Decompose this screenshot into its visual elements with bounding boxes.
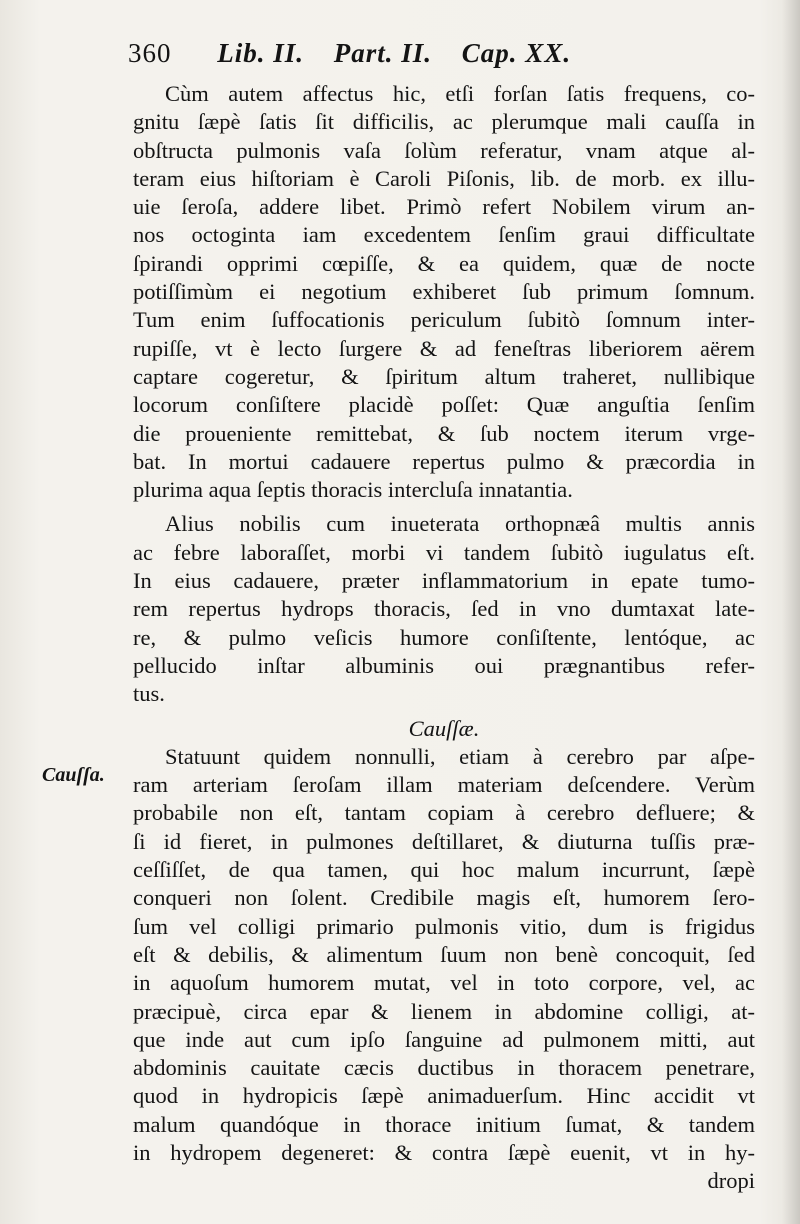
text-line: rem repertus hydrops thoracis, ſed in vno dumtaxat late- bbox=[133, 596, 755, 622]
text-line: gnitu ſæpè ſatis ſit difficilis, ac plerumque mali cauſſa in bbox=[133, 109, 755, 135]
page-number: 360 bbox=[128, 38, 172, 68]
text-line: Tum enim ſuffocationis periculum ſubitò ſomnum inter- bbox=[133, 307, 755, 333]
text-line: plurima aqua ſeptis thoracis intercluſa innatantia. bbox=[133, 477, 573, 503]
text-line: in aquoſum humorem mutat, vel in toto corpore, vel, ac bbox=[133, 970, 755, 996]
catchword: dropi bbox=[707, 1168, 755, 1194]
text-line: ſpirandi opprimi cœpiſſe, & ea quidem, quæ de nocte bbox=[133, 250, 755, 276]
text-line: obſtructa pulmonis vaſa ſolùm referatur, vnam atque al- bbox=[133, 137, 755, 163]
page-body bbox=[133, 80, 755, 1196]
text-line: die proueniente remittebat, & ſub noctem iterum vrge- bbox=[133, 420, 755, 446]
text-line: ram arteriam ſeroſam illam materiam deſcendere. Verùm bbox=[133, 772, 755, 798]
text-line: tus. bbox=[133, 681, 165, 707]
text-line: in hydropem degeneret: & contra ſæpè euenit, vt in hy- bbox=[133, 1139, 755, 1165]
text-line: probabile non eſt, tantam copiam à cerebro defluere; & bbox=[133, 800, 755, 826]
chapter-label: Cap. XX. bbox=[461, 38, 572, 68]
text-line: præcipuè, circa epar & lienem in abdomine colligi, at- bbox=[133, 998, 755, 1024]
text-line: malum quandóque in thorace initium ſumat, & tandem bbox=[133, 1111, 755, 1137]
text-line: re, & pulmo veſicis humore conſiſtente, lentóque, ac bbox=[133, 624, 755, 650]
text-line: ſi id fieret, in pulmones deſtillaret, & diuturna tuſſis præ- bbox=[133, 828, 755, 854]
text-line: ac febre laboraſſet, morbi vi tandem ſubitò iugulatus eſt. bbox=[133, 539, 755, 565]
text-line: potiſſimùm ei negotium exhiberet ſub primum ſomnum. bbox=[133, 279, 755, 305]
text-line: ceſſiſſet, de qua tamen, qui hoc malum incurrunt, ſæpè bbox=[133, 857, 755, 883]
text-line: Statuunt quidem nonnulli, etiam à cerebro par aſpe- bbox=[165, 743, 755, 769]
text-line: teram eius hiſtoriam è Caroli Piſonis, lib. de morb. ex illu- bbox=[133, 165, 755, 191]
text-line: pellucido inſtar albuminis oui prægnantibus refer- bbox=[133, 652, 755, 678]
paragraph-1 bbox=[133, 80, 755, 504]
text-line: abdominis cauitate cæcis ductibus in thoracem penetrare, bbox=[133, 1055, 755, 1081]
paragraph-3 bbox=[133, 743, 755, 1167]
text-line: captare cogeretur, & ſpiritum altum traheret, nullibique bbox=[133, 363, 755, 389]
text-line: Cùm autem affectus hic, etſi forſan ſatis frequens, co- bbox=[165, 81, 755, 106]
running-header bbox=[128, 38, 668, 69]
text-line: eſt & debilis, & alimentum ſuum non benè concoquit, ſed bbox=[133, 941, 755, 967]
text-line: que inde aut cum ipſo ſanguine ad pulmonem mitti, aut bbox=[133, 1026, 755, 1052]
text-line: quod in hydropicis ſæpè animaduerſum. Hinc accidit vt bbox=[133, 1083, 755, 1109]
text-line: bat. In mortui cadauere repertus pulmo & præcordia in bbox=[133, 448, 755, 474]
text-line: rupiſſe, vt è lecto ſurgere & ad feneſtras liberiorem aërem bbox=[133, 335, 755, 361]
text-line: uie ſeroſa, addere libet. Primò refert Nobilem virum an- bbox=[133, 194, 755, 220]
text-line: ſum vel colligi primario pulmonis vitio, dum is frigidus bbox=[133, 913, 755, 939]
paragraph-2 bbox=[133, 510, 755, 708]
text-line: locorum conſiſtere placidè poſſet: Quæ anguſtia ſenſim bbox=[133, 392, 755, 418]
book-label: Lib. II. bbox=[217, 38, 305, 68]
part-label: Part. II. bbox=[333, 38, 433, 68]
text-line: Alius nobilis cum inueterata orthopnæâ multis annis bbox=[165, 511, 755, 537]
text-line: In eius cadauere, præter inflammatorium in epate tumo- bbox=[133, 568, 755, 594]
section-heading: Cauſſæ. bbox=[408, 715, 480, 741]
page-gutter-shadow bbox=[782, 0, 800, 1224]
margin-note: Cauſſa. bbox=[42, 764, 105, 786]
text-line: nos octoginta iam excedentem ſenſim graui difficultate bbox=[133, 222, 755, 248]
text-line: conqueri non ſolent. Credibile magis eſt, humorem ſero- bbox=[133, 885, 755, 911]
